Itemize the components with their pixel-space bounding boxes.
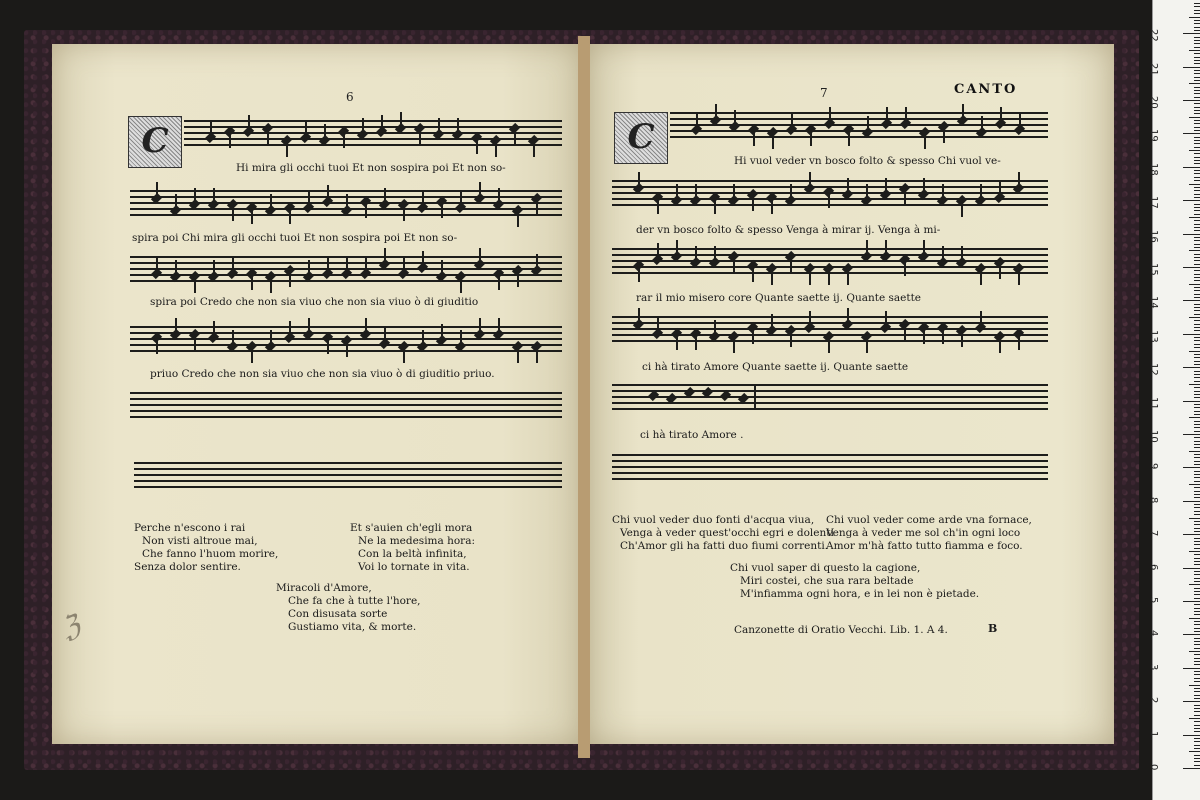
final-barline: [754, 384, 756, 410]
measuring-ruler: [1148, 0, 1200, 800]
ruler-label: 5: [1148, 597, 1159, 604]
left-lyric-line-2: spira poi Chi mira gli occhi tuoi Et non sospira poi Et non so-: [132, 232, 458, 244]
ruler-label: 10: [1148, 430, 1159, 443]
left-initial-letter: C: [128, 116, 182, 168]
ruler-label: 11: [1148, 396, 1159, 410]
ruler-label: 20: [1148, 96, 1159, 109]
left-page-number: 6: [346, 90, 354, 104]
music-staff: [612, 180, 1048, 206]
verse-line: M'infiamma ogni hora, e in lei non è pietade.: [740, 588, 980, 600]
music-note: [720, 390, 731, 401]
verse-line: Chi vuol saper di questo la cagione,: [730, 562, 921, 574]
music-staff: [612, 454, 1048, 480]
verse-line: Venga à veder quest'occhi egri e dolenti: [620, 527, 834, 539]
left-lyric-line-3: spira poi Credo che non sia viuo che non sia viuo ò di giuditio: [150, 296, 479, 308]
ruler-label: 22: [1148, 29, 1159, 42]
verse-line: Chi vuol veder come arde vna fornace,: [826, 514, 1032, 526]
ruler-label: 8: [1148, 496, 1159, 504]
left-verse-col-2: [350, 522, 475, 574]
right-lyric-line-3: rar il mio misero core Quante saette ij. Quante saette: [636, 292, 922, 304]
music-staff: [134, 462, 562, 488]
verse-line: Non visti altroue mai,: [142, 535, 258, 547]
right-verse-col-3: [730, 562, 979, 601]
ruler-label: 21: [1148, 62, 1159, 76]
ruler-label: 0: [1148, 764, 1159, 771]
ruler-label: 2: [1148, 697, 1159, 704]
right-verse-col-2: [826, 514, 1032, 553]
music-staff: [670, 112, 1048, 138]
music-staff: [130, 256, 562, 282]
verse-line: Senza dolor sentire.: [134, 561, 241, 573]
right-lyric-line-5: ci hà tirato Amore .: [640, 429, 744, 441]
part-name-heading: CANTO: [954, 82, 1018, 97]
left-lyric-line-4: priuo Credo che non sia viuo che non sia viuo ò di giuditio priuo.: [150, 368, 495, 380]
ruler-label: 4: [1148, 630, 1159, 637]
verse-line: Ch'Amor gli ha fatti duo fiumi correnti.: [620, 540, 829, 552]
signature-mark: B: [988, 622, 998, 635]
ruler-label: 3: [1148, 663, 1159, 671]
verse-line: Gustiamo vita, & morte.: [288, 621, 417, 633]
right-lyric-line-4: ci hà tirato Amore Quante saette ij. Quante saette: [642, 361, 909, 373]
left-lyric-line-1: Hi mira gli occhi tuoi Et non sospira poi Et non so-: [236, 162, 506, 174]
verse-line: Che fa che à tutte l'hore,: [288, 595, 421, 607]
left-verse-col-3: [276, 582, 421, 634]
verse-line: Perche n'escono i rai: [134, 522, 246, 534]
music-note: [648, 390, 659, 401]
music-staff: [130, 190, 562, 216]
ruler-label: 1: [1148, 730, 1159, 737]
ruler-label: 16: [1148, 229, 1159, 243]
publication-footer: Canzonette di Oratio Vecchi. Lib. 1. A 4.: [734, 624, 948, 636]
right-page-number: 7: [820, 86, 828, 100]
right-verse-col-1: [612, 514, 834, 553]
ruler-label: 7: [1148, 530, 1159, 537]
verse-line: Et s'auien ch'egli mora: [350, 522, 473, 534]
verse-line: Amor m'hà fatto tutto fiamma e foco.: [826, 540, 1023, 552]
verse-line: Con disusata sorte: [288, 608, 388, 620]
verse-line: Miri costei, che sua rara beltade: [740, 575, 914, 587]
verse-line: Miracoli d'Amore,: [276, 582, 372, 594]
ruler-label: 6: [1148, 563, 1159, 570]
verse-line: Che fanno l'huom morire,: [142, 548, 279, 560]
verse-line: Ne la medesima hora:: [358, 535, 476, 547]
verse-line: Chi vuol veder duo fonti d'acqua viua,: [612, 514, 815, 526]
ruler-label: 9: [1148, 463, 1159, 470]
book-spine: [578, 36, 590, 758]
ruler-label: 18: [1148, 162, 1159, 176]
left-verse-col-1: [134, 522, 278, 574]
ruler-label: 19: [1148, 129, 1159, 143]
verse-line: Voi lo tornate in vita.: [358, 561, 470, 573]
music-staff: [130, 326, 562, 352]
ruler-label: 15: [1148, 263, 1159, 276]
ruler-label: 14: [1148, 296, 1159, 310]
music-staff: [612, 316, 1048, 342]
music-staff: [130, 392, 562, 418]
right-lyric-line-2: der vn bosco folto & spesso Venga à mirar ij. Venga à mi-: [636, 224, 941, 236]
right-initial-letter: C: [614, 112, 668, 164]
ruler-label: 12: [1148, 363, 1159, 376]
ruler-label: 13: [1148, 329, 1159, 343]
verse-line: Con la beltà infinita,: [358, 548, 467, 560]
ruler-label: 17: [1148, 196, 1159, 209]
music-staff: [612, 248, 1048, 274]
verse-line: Venga à veder me sol ch'in ogni loco: [826, 527, 1021, 539]
right-lyric-line-1: Hi vuol veder vn bosco folto & spesso Chi vuol ve-: [734, 155, 1001, 167]
pencil-marking: ℨ: [56, 608, 85, 645]
music-staff: [184, 120, 562, 146]
music-staff: [612, 384, 1048, 410]
